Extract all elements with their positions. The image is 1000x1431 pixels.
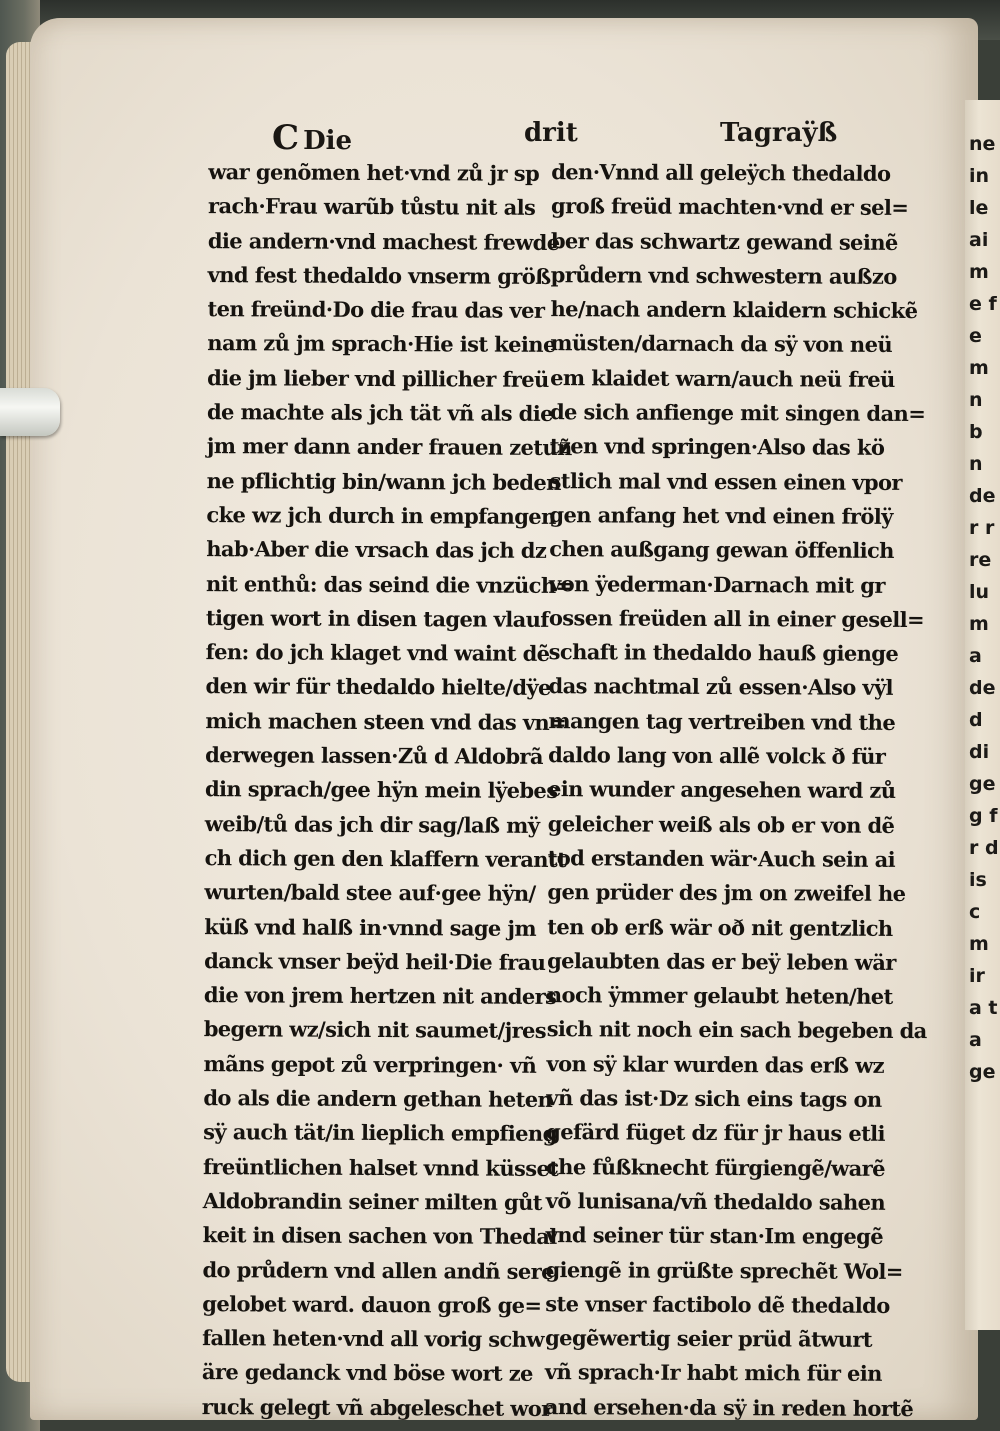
header-middle: drit bbox=[524, 118, 578, 148]
text-line: ste vnser factibolo dẽ thedaldo bbox=[545, 1290, 890, 1318]
text-line: em klaidet warn/auch neü freü bbox=[550, 364, 895, 392]
next-page-text: ne in le ai m e fe m n b n de r r re lu m a de d di ge g fr dis c m ir a ta ge bbox=[969, 133, 999, 1083]
text-line: gefärd füget dz für jr haus etli bbox=[546, 1119, 886, 1147]
text-line: das nachtmal zů essen·Also vÿl bbox=[548, 673, 894, 701]
text-line: tod erstanden wär·Auch sein ai bbox=[547, 845, 896, 872]
text-line: ten ob erß wär oð nit gentzlich bbox=[547, 913, 893, 941]
text-line: tzen vnd springen·Also das kö bbox=[549, 433, 885, 461]
text-line: and ersehen·da sÿ in reden hortẽ bbox=[544, 1393, 914, 1421]
text-line: mangen tag vertreiben vnd the bbox=[548, 707, 896, 735]
text-line: freüntlichen halset vnnd küsset bbox=[202, 1153, 559, 1181]
text-line: jm mer dann ander frauen zetuñ bbox=[206, 433, 572, 461]
text-line: he/nach andern klaidern schickẽ bbox=[550, 296, 918, 324]
page-clip bbox=[0, 388, 60, 436]
right-text-column bbox=[544, 155, 927, 1426]
text-line: gen anfang het vnd einen frölÿ bbox=[549, 502, 893, 529]
text-line: fallen heten·vnd all vorig schw bbox=[202, 1325, 544, 1352]
text-line: do als die andern gethan heten bbox=[203, 1085, 553, 1112]
text-line: küß vnd halß in·vnnd sage jm bbox=[204, 913, 537, 941]
header-right: Tagraÿß bbox=[720, 118, 838, 148]
text-line: vnd fest thedaldo vnserm größ bbox=[207, 262, 551, 289]
text-line: nam zů jm sprach·Hie ist keine bbox=[207, 330, 556, 358]
text-line: mãns gepot zů verpringen· vñ bbox=[203, 1050, 537, 1078]
text-line: giengẽ in grüßte sprechẽt Wol= bbox=[545, 1256, 903, 1284]
text-line: de sich anfienge mit singen dan= bbox=[549, 399, 926, 427]
text-line: Aldobrandin seiner milten gůt bbox=[202, 1188, 542, 1215]
text-line: gelobet ward. dauon groß ge= bbox=[202, 1290, 542, 1318]
header-left bbox=[272, 118, 352, 158]
text-line: ne pflichtig bin/wann jch beden bbox=[206, 467, 561, 495]
text-line: geleicher weiß als ob er von dẽ bbox=[547, 810, 895, 838]
text-line: tigen wort in disen tagen vlauf bbox=[205, 604, 549, 632]
text-line: daldo lang von allẽ volck ð für bbox=[548, 742, 886, 769]
text-line: che fůßknecht fürgiengẽ/warẽ bbox=[545, 1153, 886, 1181]
text-line: de machte als jch tät vñ als die bbox=[206, 399, 553, 427]
text-line: do průdern vnd allen andñ sere bbox=[202, 1256, 554, 1284]
next-page-edge bbox=[965, 100, 1000, 1330]
text-line: noch ÿmmer gelaubt heten/het bbox=[546, 982, 893, 1010]
text-line: nit enthů: das seind die vnzüch= bbox=[206, 570, 573, 598]
text-line: müsten/darnach da sÿ von neü bbox=[550, 330, 893, 358]
text-line: wurten/bald stee auf·gee hÿn/ bbox=[204, 879, 536, 907]
text-line: die andern·vnd machest frewde bbox=[207, 227, 560, 255]
text-line: stlich mal vnd essen einen vpor bbox=[549, 467, 902, 495]
text-line: danck vnser beÿd heil·Die frau bbox=[204, 947, 546, 975]
text-line: den·Vnnd all geleÿch thedaldo bbox=[551, 159, 891, 186]
text-line: gegẽwertig seier prüd ãtwurt bbox=[545, 1325, 872, 1352]
text-line: ruck gelegt vñ abgeleschet wor bbox=[201, 1393, 552, 1421]
header-initial: C bbox=[272, 118, 300, 158]
running-header bbox=[272, 118, 842, 156]
text-line: vnd seiner tür stan·Im engegẽ bbox=[545, 1222, 884, 1250]
text-line: hab·Aber die vrsach das jch dz bbox=[206, 536, 547, 564]
text-line: groß freüd machten·vnd er sel= bbox=[550, 193, 909, 221]
text-line: vñ sprach·Ir habt mich für ein bbox=[544, 1359, 882, 1387]
text-line: chen außgang gewan öffenlich bbox=[549, 536, 894, 564]
text-line: schaft in thedaldo hauß gienge bbox=[548, 639, 899, 667]
text-line: von ÿederman·Darnach mit gr bbox=[549, 570, 885, 598]
text-line: sÿ auch tät/in lieplich empfieng bbox=[203, 1119, 557, 1147]
left-text-column bbox=[201, 155, 573, 1426]
text-line: cke wz jch durch in empfangen bbox=[206, 502, 556, 529]
text-line: weib/tů das jch dir sag/laß mÿ bbox=[204, 810, 540, 838]
text-line: mich machen steen vnd das vn= bbox=[205, 707, 567, 735]
text-line: ber das schwartz gewand seinẽ bbox=[550, 227, 898, 255]
text-line: keit in disen sachen von Thedal bbox=[202, 1222, 557, 1250]
text-line: vñ das ist·Dz sich eins tags on bbox=[546, 1085, 882, 1112]
text-line: gelaubten das er beÿ leben wär bbox=[547, 947, 896, 975]
text-line: ossen freüden all in einer gesell= bbox=[548, 604, 925, 632]
text-line: äre gedanck vnd böse wort ze bbox=[201, 1359, 533, 1387]
text-line: gen prüder des jm on zweifel he bbox=[547, 879, 906, 907]
text-line: průdern vnd schwestern außzo bbox=[550, 262, 897, 289]
text-line: den wir für thedaldo hielte/dÿe bbox=[205, 673, 551, 701]
text-line: võ lunisana/vñ thedaldo sahen bbox=[545, 1188, 886, 1215]
text-line: sich nit noch ein sach begeben da bbox=[546, 1016, 927, 1044]
text-line: ein wunder angesehen ward zů bbox=[547, 776, 896, 804]
text-line: war genõmen het·vnd zů jr sp bbox=[208, 159, 540, 186]
text-line: ch dich gen den klaffern verantt bbox=[204, 845, 567, 872]
header-left-text: Die bbox=[303, 126, 353, 156]
text-line: derwegen lassen·Zů d Aldobrã bbox=[205, 742, 544, 769]
text-line: die von jrem hertzen nit anders bbox=[203, 982, 557, 1010]
text-line: ten freünd·Do die frau das ver bbox=[207, 296, 545, 324]
text-line: fen: do jch klaget vnd waint dẽ bbox=[205, 639, 550, 667]
text-line: din sprach/gee hÿn mein lÿebes bbox=[204, 776, 558, 804]
text-line: von sÿ klar wurden das erß wz bbox=[546, 1050, 885, 1078]
text-line: die jm lieber vnd pillicher freü bbox=[207, 364, 549, 392]
text-line: begern wz/sich nit saumet/jres bbox=[203, 1016, 547, 1044]
text-line: rach·Frau warũb tůstu nit als bbox=[207, 193, 536, 221]
